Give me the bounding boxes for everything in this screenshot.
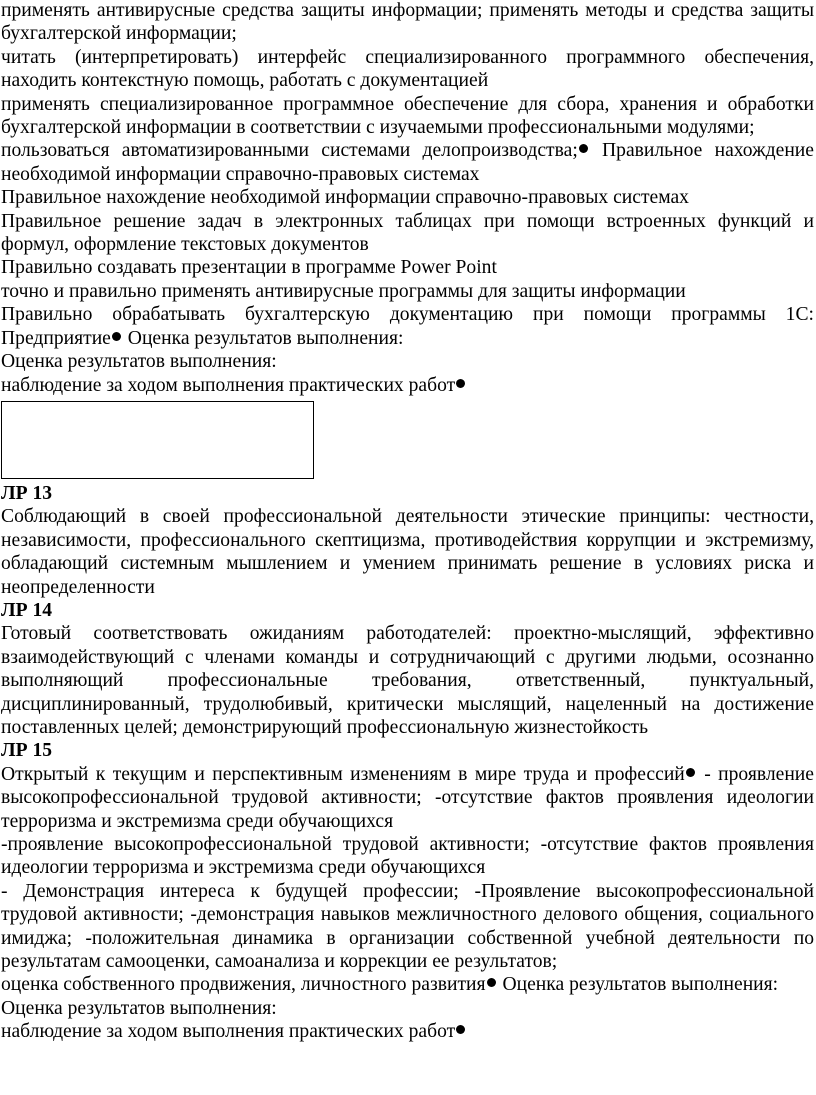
text-span: - проявление высокопрофессиональной трудовой активности; -отсутствие фактов проявления идеологии терроризма и экстремизма среди обучающихся [1, 763, 814, 832]
section-text: Соблюдающий в своей профессиональной деятельности этические принципы: честности, независимости, профессионального скептицизма, противодействия коррупции и экстремизму, обладающий системным мышлением и умением принимать решение в условиях риска и неопределенности [1, 506, 814, 598]
section-text [1, 973, 814, 996]
text-span: Правильно обрабатывать бухгалтерскую документацию при помощи программы 1С: Предприятие [1, 304, 814, 349]
section-text: - Демонстрация интереса к будущей профессии; -Проявление высокопрофессиональной трудовой активности; -демонстрация навыков межличностного делового общения, социального имиджа; -положительная динамика в организации собственной учебной деятельности по результатам самооценки, самоанализа и коррекции ее результатов; [1, 880, 814, 973]
section-heading: ЛР 15 [1, 740, 53, 762]
section-text: Оценка результатов выполнения: [1, 997, 277, 1019]
section-text: Готовый соответствовать ожиданиям работодателей: проектно-мыслящий, эффективно взаимодействующий с членами команды и сотрудничающий с другими людьми, осознанно выполняющий профессиональные требования, ответственный, пунктуальный, дисциплинированный, трудолюбивый, критически мыслящий, нацеленный на достижение поставленных целей; демонстрирующий профессиональную жизнестойкость [1, 623, 814, 738]
text-block [1, 303, 814, 350]
section-heading: ЛР 13 [1, 482, 53, 504]
text-block: Правильное нахождение необходимой информации справочно-правовых системах [1, 187, 689, 209]
bullet-dot-icon [579, 144, 588, 153]
text-span: Правильное нахождение необходимой информации справочно-правовых системах [1, 140, 814, 185]
section-text: -проявление высокопрофессиональной трудовой активности; -отсутствие фактов проявления идеологии терроризма и экстремизма среди обучающихся [1, 834, 814, 879]
text-block: применять специализированное программное обеспечение для сбора, хранения и обработки бухгалтерской информации в соответствии с изучаемыми профессиональными модулями; [1, 93, 814, 139]
text-span: Открытый к текущим и перспективным изменениям в мире труда и профессий [1, 763, 685, 785]
section-text [1, 763, 814, 833]
text-block: читать (интерпретировать) интерфейс специализированного программного обеспечения, находить контекстную помощь, работать с документацией [1, 46, 814, 92]
text-span: наблюдение за ходом выполнения практических работ [1, 374, 456, 396]
text-block: точно и правильно применять антивирусные программы для защиты информации [1, 280, 686, 302]
text-span: Оценка результатов выполнения: [127, 327, 404, 349]
text-span: Оценка результатов выполнения: [502, 974, 779, 996]
bullet-dot-icon [456, 1025, 465, 1034]
empty-table-cell [1, 401, 314, 479]
text-block [1, 374, 814, 397]
section-text [1, 1020, 814, 1043]
document-page [1, 0, 814, 1044]
text-span: пользоваться автоматизированными системами делопроизводства; [1, 140, 578, 162]
section-heading: ЛР 14 [1, 599, 53, 621]
text-span: наблюдение за ходом выполнения практических работ [1, 1021, 456, 1043]
text-block: применять антивирусные средства защиты информации; применять методы и средства защиты бухгалтерской информации; [1, 0, 814, 45]
text-block: Правильное решение задач в электронных таблицах при помощи встроенных функций и формул, оформление текстовых документов [1, 210, 814, 256]
bullet-dot-icon [686, 768, 695, 777]
bullet-dot-icon [456, 379, 465, 388]
bullet-dot-icon [487, 978, 496, 987]
text-block [1, 139, 814, 186]
text-block: Оценка результатов выполнения: [1, 351, 277, 373]
text-span: оценка собственного продвижения, личностного развития [1, 974, 486, 996]
bullet-dot-icon [112, 332, 121, 341]
text-block: Правильно создавать презентации в программе Power Point [1, 257, 497, 279]
